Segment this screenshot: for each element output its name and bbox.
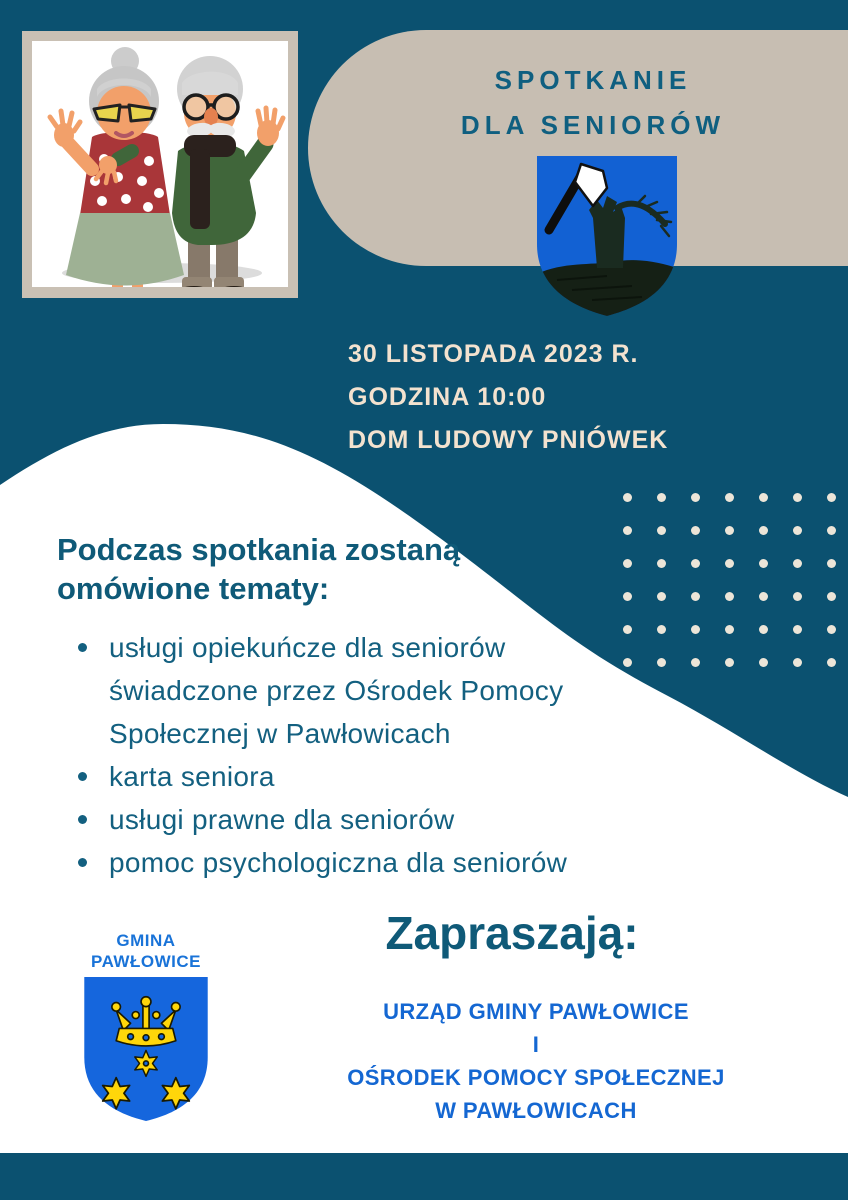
event-time: GODZINA 10:00 xyxy=(348,383,547,411)
event-details xyxy=(348,333,668,462)
topic-item xyxy=(76,841,644,884)
gmina-label-line1: GMINA xyxy=(116,931,176,950)
topic-item xyxy=(76,755,644,798)
topic-text: pomoc psychologiczna dla seniorów xyxy=(109,847,568,878)
topic-text: karta seniora xyxy=(109,761,275,792)
gmina-logo-block xyxy=(83,930,209,1126)
gmina-label xyxy=(83,930,209,972)
organizers xyxy=(254,995,818,1127)
bullet-icon xyxy=(78,643,87,652)
organizer-line: URZĄD GMINY PAWŁOWICE xyxy=(383,999,689,1024)
crown-stars-coat-of-arms-icon xyxy=(84,977,208,1121)
topics-list xyxy=(76,626,644,884)
gmina-label-line2: PAWŁOWICE xyxy=(91,952,201,971)
topic-item xyxy=(76,798,644,841)
poster-title-line1: SPOTKANIE xyxy=(494,65,692,95)
grandma-figure xyxy=(50,47,184,287)
topic-text: usługi prawne dla seniorów xyxy=(109,804,455,835)
topic-text: usługi opiekuńcze dla seniorów świadczone przez Ośrodek Pomocy Społecznej w Pawłowicach xyxy=(109,632,564,749)
event-venue: DOM LUDOWY PNIÓWEK xyxy=(348,426,669,454)
invite-heading: Zapraszają: xyxy=(385,907,639,959)
couple-photo-frame xyxy=(22,31,298,298)
bullet-icon xyxy=(78,858,87,867)
axe-stump-coat-of-arms-icon xyxy=(537,156,677,316)
topics-heading-line2: omówione tematy: xyxy=(57,571,330,606)
topics-heading xyxy=(57,530,460,608)
grandpa-figure xyxy=(172,56,283,287)
topic-item xyxy=(76,626,644,755)
poster-title-line2: DLA SENIORÓW xyxy=(460,110,726,140)
organizer-line: I xyxy=(532,1032,540,1057)
organizer-line: W PAWŁOWICACH xyxy=(435,1098,637,1123)
bottom-bar xyxy=(0,1153,848,1200)
topics-heading-line1: Podczas spotkania zostaną xyxy=(57,532,461,567)
event-date: 30 LISTOPADA 2023 R. xyxy=(348,340,639,368)
elderly-couple-icon xyxy=(32,41,288,287)
bullet-icon xyxy=(78,772,87,781)
bullet-icon xyxy=(78,815,87,824)
organizer-line: OŚRODEK POMOCY SPOŁECZNEJ xyxy=(347,1065,725,1090)
couple-photo xyxy=(32,41,288,287)
